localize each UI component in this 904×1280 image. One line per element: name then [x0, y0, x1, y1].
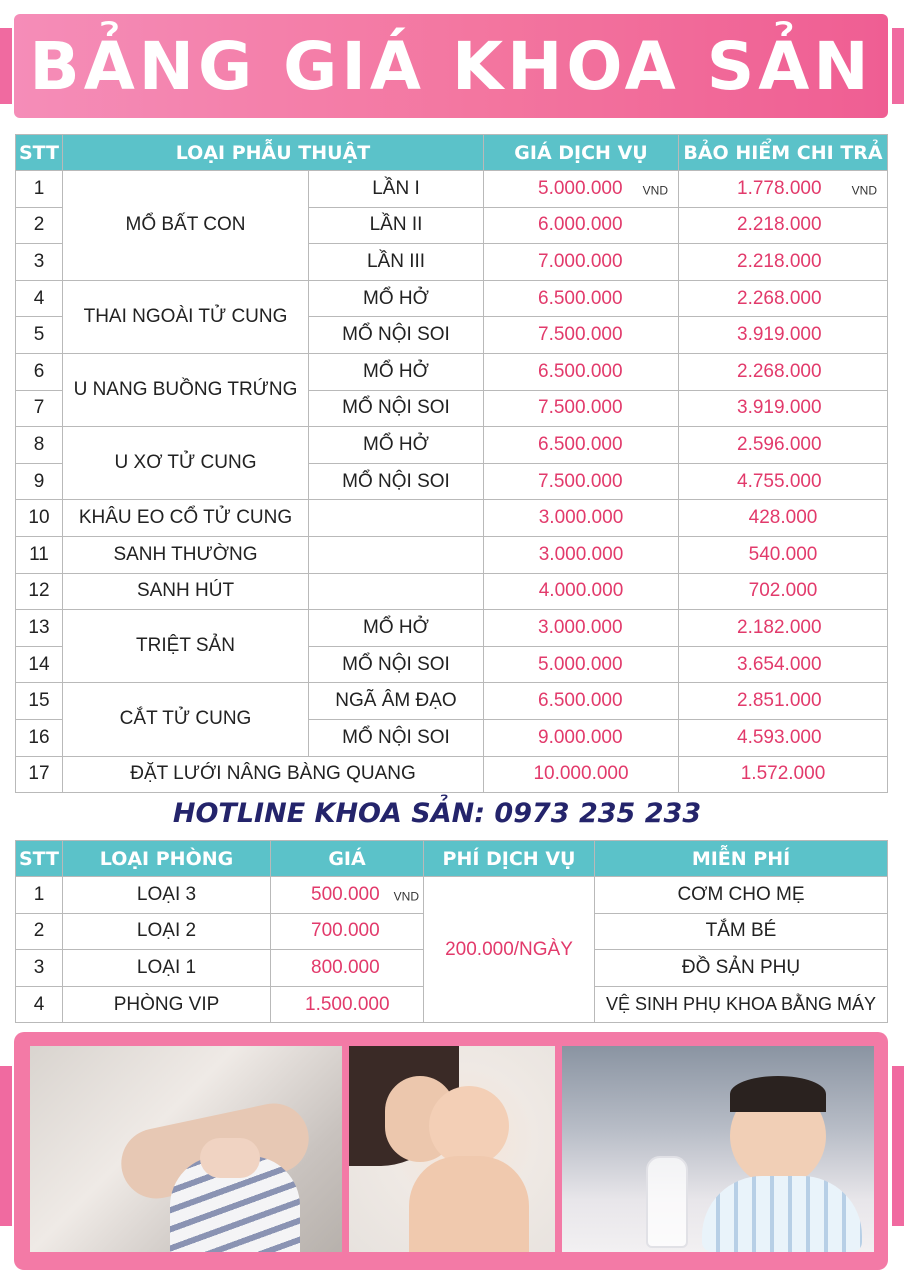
free-service: CƠM CHO MẸ [595, 877, 888, 914]
header-stt: STT [16, 135, 63, 171]
surgery-group-name: SANH THƯỜNG [63, 536, 309, 573]
surgery-subtype: LẦN II [309, 207, 484, 244]
surgery-subtype: MỔ HỞ [309, 353, 484, 390]
service-price: 7.500.000 [484, 463, 679, 500]
title-banner [14, 14, 888, 118]
surgery-table-header [16, 135, 888, 171]
surgery-subtype [309, 573, 484, 610]
room-type: PHÒNG VIP [63, 986, 271, 1023]
free-service: ĐỒ SẢN PHỤ [595, 950, 888, 987]
insurance-amount: 428.000 [679, 500, 888, 537]
surgery-subtype: MỔ HỞ [309, 427, 484, 464]
insurance-amount: 4.755.000 [679, 463, 888, 500]
row-stt: 5 [16, 317, 63, 354]
service-price: 9.000.000 [484, 719, 679, 756]
header-free-services: MIỄN PHÍ [595, 841, 888, 877]
service-price: 6.500.000 [484, 427, 679, 464]
table-row [16, 353, 888, 390]
service-price: 7.000.000 [484, 244, 679, 281]
surgery-group-name: KHÂU EO CỔ TỬ CUNG [63, 500, 309, 537]
photo-side-tab-left [0, 1066, 12, 1226]
table-row [16, 280, 888, 317]
row-stt: 2 [16, 207, 63, 244]
insurance-amount: 2.182.000 [679, 610, 888, 647]
row-stt: 1 [16, 877, 63, 914]
room-price: 500.000 [311, 883, 380, 905]
table-row [16, 756, 888, 793]
header-room-type: LOẠI PHÒNG [63, 841, 271, 877]
service-price: 3.000.000 [484, 610, 679, 647]
photo-side-tab-right [892, 1066, 904, 1226]
hands-photo [30, 1046, 342, 1252]
row-stt: 1 [16, 171, 63, 208]
row-stt: 17 [16, 756, 63, 793]
insurance-amount: 2.268.000 [679, 353, 888, 390]
header-insurance: BẢO HIỂM CHI TRẢ [679, 135, 888, 171]
currency-unit: VND [851, 183, 877, 198]
baby-hand-shape [200, 1138, 260, 1178]
banner-side-tab-right [892, 28, 904, 104]
service-price: 3.000.000 [484, 536, 679, 573]
surgery-subtype: LẦN I [309, 171, 484, 208]
banner-side-tab-left [0, 28, 12, 104]
insurance-amount: 3.919.000 [679, 317, 888, 354]
header-stt: STT [16, 841, 63, 877]
smiling-baby-photo [562, 1046, 874, 1252]
service-price: 7.500.000 [484, 390, 679, 427]
insurance-amount: 540.000 [679, 536, 888, 573]
row-stt: 6 [16, 353, 63, 390]
service-price: 5.000.000 [484, 646, 679, 683]
header-surgery-type: LOẠI PHẪU THUẬT [63, 135, 484, 171]
service-price: 3.000.000 [484, 500, 679, 537]
table-row [16, 683, 888, 720]
table-row [16, 171, 888, 208]
table-row [16, 500, 888, 537]
service-price-cell [484, 171, 679, 208]
table-row [16, 610, 888, 647]
surgery-subtype: MỔ HỞ [309, 610, 484, 647]
room-type: LOẠI 3 [63, 877, 271, 914]
hotline-text: HOTLINE KHOA SẢN: 0973 235 233 [172, 798, 702, 829]
surgery-group-name: ĐẶT LƯỚI NÂNG BÀNG QUANG [63, 756, 484, 793]
row-stt: 3 [16, 950, 63, 987]
service-price: 10.000.000 [484, 756, 679, 793]
surgery-subtype: MỔ NỘI SOI [309, 390, 484, 427]
service-price: 4.000.000 [484, 573, 679, 610]
insurance-amount: 2.218.000 [679, 244, 888, 281]
row-stt: 4 [16, 986, 63, 1023]
surgery-subtype: MỔ NỘI SOI [309, 463, 484, 500]
page-title: BẢNG GIÁ KHOA SẢN [29, 27, 873, 105]
table-row [16, 427, 888, 464]
room-type: LOẠI 1 [63, 950, 271, 987]
surgery-group-name: THAI NGOÀI TỬ CUNG [63, 280, 309, 353]
surgery-group-name: CẮT TỬ CUNG [63, 683, 309, 756]
insurance-amount: 4.593.000 [679, 719, 888, 756]
currency-unit: VND [393, 889, 419, 904]
surgery-subtype: LẦN III [309, 244, 484, 281]
row-stt: 15 [16, 683, 63, 720]
insurance-amount: 3.919.000 [679, 390, 888, 427]
insurance-cell [679, 171, 888, 208]
row-stt: 7 [16, 390, 63, 427]
service-price: 7.500.000 [484, 317, 679, 354]
header-service-price: GIÁ DỊCH VỤ [484, 135, 679, 171]
row-stt: 12 [16, 573, 63, 610]
surgery-subtype: MỔ HỞ [309, 280, 484, 317]
row-stt: 9 [16, 463, 63, 500]
surgery-subtype [309, 500, 484, 537]
surgery-subtype [309, 536, 484, 573]
free-service: VỆ SINH PHỤ KHOA BẰNG MÁY [595, 986, 888, 1023]
table-row [16, 877, 888, 914]
surgery-group-name: SANH HÚT [63, 573, 309, 610]
row-stt: 3 [16, 244, 63, 281]
surgery-group-name: TRIỆT SẢN [63, 610, 309, 683]
table-row [16, 573, 888, 610]
room-price: 800.000 [271, 950, 424, 987]
insurance-amount: 2.596.000 [679, 427, 888, 464]
surgery-subtype: NGÃ ÂM ĐẠO [309, 683, 484, 720]
surgery-group-name: MỔ BẤT CON [63, 171, 309, 281]
room-price-cell [271, 877, 424, 914]
header-room-price: GIÁ [271, 841, 424, 877]
insurance-amount: 2.851.000 [679, 683, 888, 720]
mother-baby-photo [349, 1046, 555, 1252]
insurance-amount: 2.268.000 [679, 280, 888, 317]
free-service: TẮM BÉ [595, 913, 888, 950]
service-price: 6.500.000 [484, 353, 679, 390]
service-price: 6.000.000 [484, 207, 679, 244]
room-price: 700.000 [271, 913, 424, 950]
service-fee: 200.000/NGÀY [424, 877, 595, 1023]
room-table-header [16, 841, 888, 877]
row-stt: 11 [16, 536, 63, 573]
baby-clothes-shape [702, 1176, 862, 1252]
surgery-subtype: MỔ NỘI SOI [309, 719, 484, 756]
row-stt: 4 [16, 280, 63, 317]
row-stt: 14 [16, 646, 63, 683]
insurance-amount: 1.572.000 [679, 756, 888, 793]
service-price: 6.500.000 [484, 683, 679, 720]
row-stt: 13 [16, 610, 63, 647]
milk-bottle-shape [646, 1156, 688, 1248]
baby-face-shape [429, 1086, 509, 1166]
header-service-fee: PHÍ DỊCH VỤ [424, 841, 595, 877]
surgery-group-name: U NANG BUỒNG TRỨNG [63, 353, 309, 426]
currency-unit: VND [642, 183, 668, 198]
row-stt: 10 [16, 500, 63, 537]
room-type: LOẠI 2 [63, 913, 271, 950]
insurance-amount: 2.218.000 [679, 207, 888, 244]
insurance-amount: 3.654.000 [679, 646, 888, 683]
row-stt: 16 [16, 719, 63, 756]
row-stt: 8 [16, 427, 63, 464]
table-row [16, 536, 888, 573]
baby-body-shape [409, 1156, 529, 1252]
service-price: 6.500.000 [484, 280, 679, 317]
room-price: 1.500.000 [271, 986, 424, 1023]
surgery-price-table [15, 134, 888, 793]
service-price: 5.000.000 [538, 177, 623, 199]
surgery-group-name: U XƠ TỬ CUNG [63, 427, 309, 500]
surgery-subtype: MỔ NỘI SOI [309, 646, 484, 683]
room-price-table [15, 840, 888, 1023]
insurance-amount: 702.000 [679, 573, 888, 610]
insurance-amount: 1.778.000 [737, 177, 822, 199]
baby-hair-shape [730, 1076, 826, 1112]
surgery-subtype: MỔ NỘI SOI [309, 317, 484, 354]
row-stt: 2 [16, 913, 63, 950]
